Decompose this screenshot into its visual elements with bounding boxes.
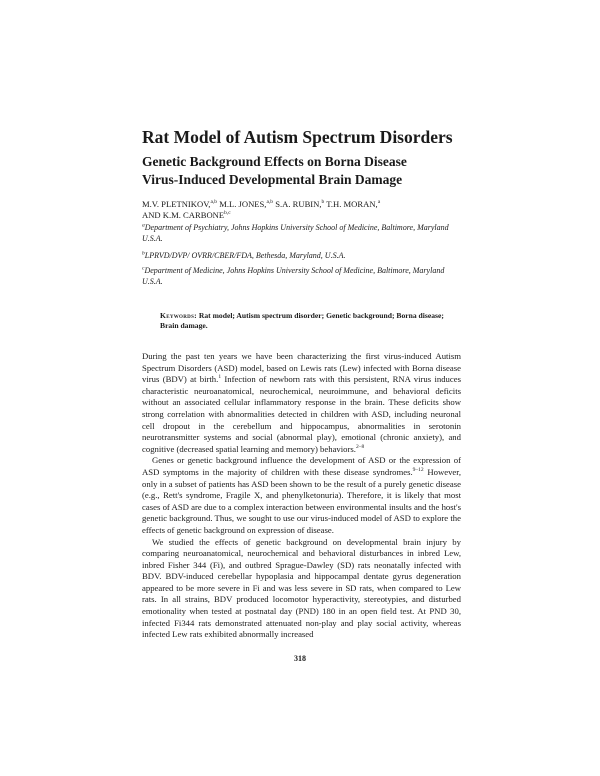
author: S.A. RUBIN,$^b$ <box>275 199 325 209</box>
body-paragraph: Genes or genetic background influence the development of ASD or the expression of ASD symptoms in the majority of children with these disease syndromes.$^{9-12}$ However, only in a subset of patients has ASD been shown to be the result of a purely genetic disease (e.g., Rett's syndrome, Fragile X, and phenylketonuria). Therefore, it is likely that most cases of ASD are due to a complex interaction between environmental insults and the host's genetic background. Thus, we sought to use our virus-induced model of ASD to explore the effects of genetic background on expression of disease. <box>142 455 461 535</box>
author: T.H. MORAN,$^a$ <box>326 199 381 209</box>
author: M.V. PLETNIKOV,$^{a,b}$ <box>142 199 218 209</box>
article-body <box>142 351 461 641</box>
affiliation: $^a$Department of Psychiatry, Johns Hopkins University School of Medicine, Baltimore, Maryland U.S.A. <box>142 222 449 243</box>
author: M.L. JONES,$^{a,b}$ <box>219 199 274 209</box>
affiliation: $^c$Department of Medicine, Johns Hopkins University School of Medicine, Baltimore, Maryland U.S.A. <box>142 265 445 286</box>
affiliation: $^b$LPRVD/DVP/ OVRR/CBER/FDA, Bethesda, Maryland, U.S.A. <box>142 250 346 260</box>
author: AND K.M. CARBONE$^{b,c}$ <box>142 210 231 220</box>
keywords-label: Keywords: <box>160 311 197 320</box>
keywords-text: Rat model; Autism spectrum disorder; Genetic background; Borna disease; Brain damage. <box>160 311 444 330</box>
body-paragraph: We studied the effects of genetic background on developmental brain injury by comparing neuroanatomical, neurochemical and behavioral disturbances in inbred Lew, inbred Fisher 344 (Fi), and outbred Sprague-Dawley (SD) rats neonatally infected with BDV. BDV-induced cerebellar hypoplasia and hippocampal dentate gyrus degeneration appeared to be more severe in Fi and was less severe in SD rats, when compared to Lew rats. In all strains, BDV produced locomotor hyperactivity, stereotypies, and disturbed emotionality when tested at postnatal day (PND) 180 in an open field test. At PND 30, infected Fi344 rats demonstrated attenuated non-play and play social activity, whereas infected Lew rats exhibited abnormally increased <box>142 536 461 640</box>
author-list <box>142 199 462 221</box>
body-paragraph: During the past ten years we have been characterizing the first virus-induced Autism Spectrum Disorders (ASD) model, based on Lewis rats (Lew) infected with Borna disease virus (BDV) at birth.$^1$ Infection of newborn rats with this persistent, RNA virus induces characteristic neuroanatomical, neurochemical, neuroimmune, and behavioral deficits without an associated cellular inflammatory response in the brain. These deficits show strong correlation with abnormalities detected in children with ASD, including neuronal cell dropout in the cerebellum and hippocampus, abnormalities in serotonin neurotransmitter systems and social (abnormal play), emotional (chronic anxiety), and cognitive (decreased spatial learning and memory) behaviors.$^{2-8}$ <box>142 351 461 454</box>
keywords <box>160 311 450 331</box>
page-number: 318 <box>294 654 306 663</box>
subtitle-line-1: Genetic Background Effects on Borna Disease <box>142 154 407 169</box>
article-title: Rat Model of Autism Spectrum Disorders <box>142 127 453 147</box>
article-subtitle <box>142 153 462 189</box>
subtitle-line-2: Virus-Induced Developmental Brain Damage <box>142 172 403 187</box>
